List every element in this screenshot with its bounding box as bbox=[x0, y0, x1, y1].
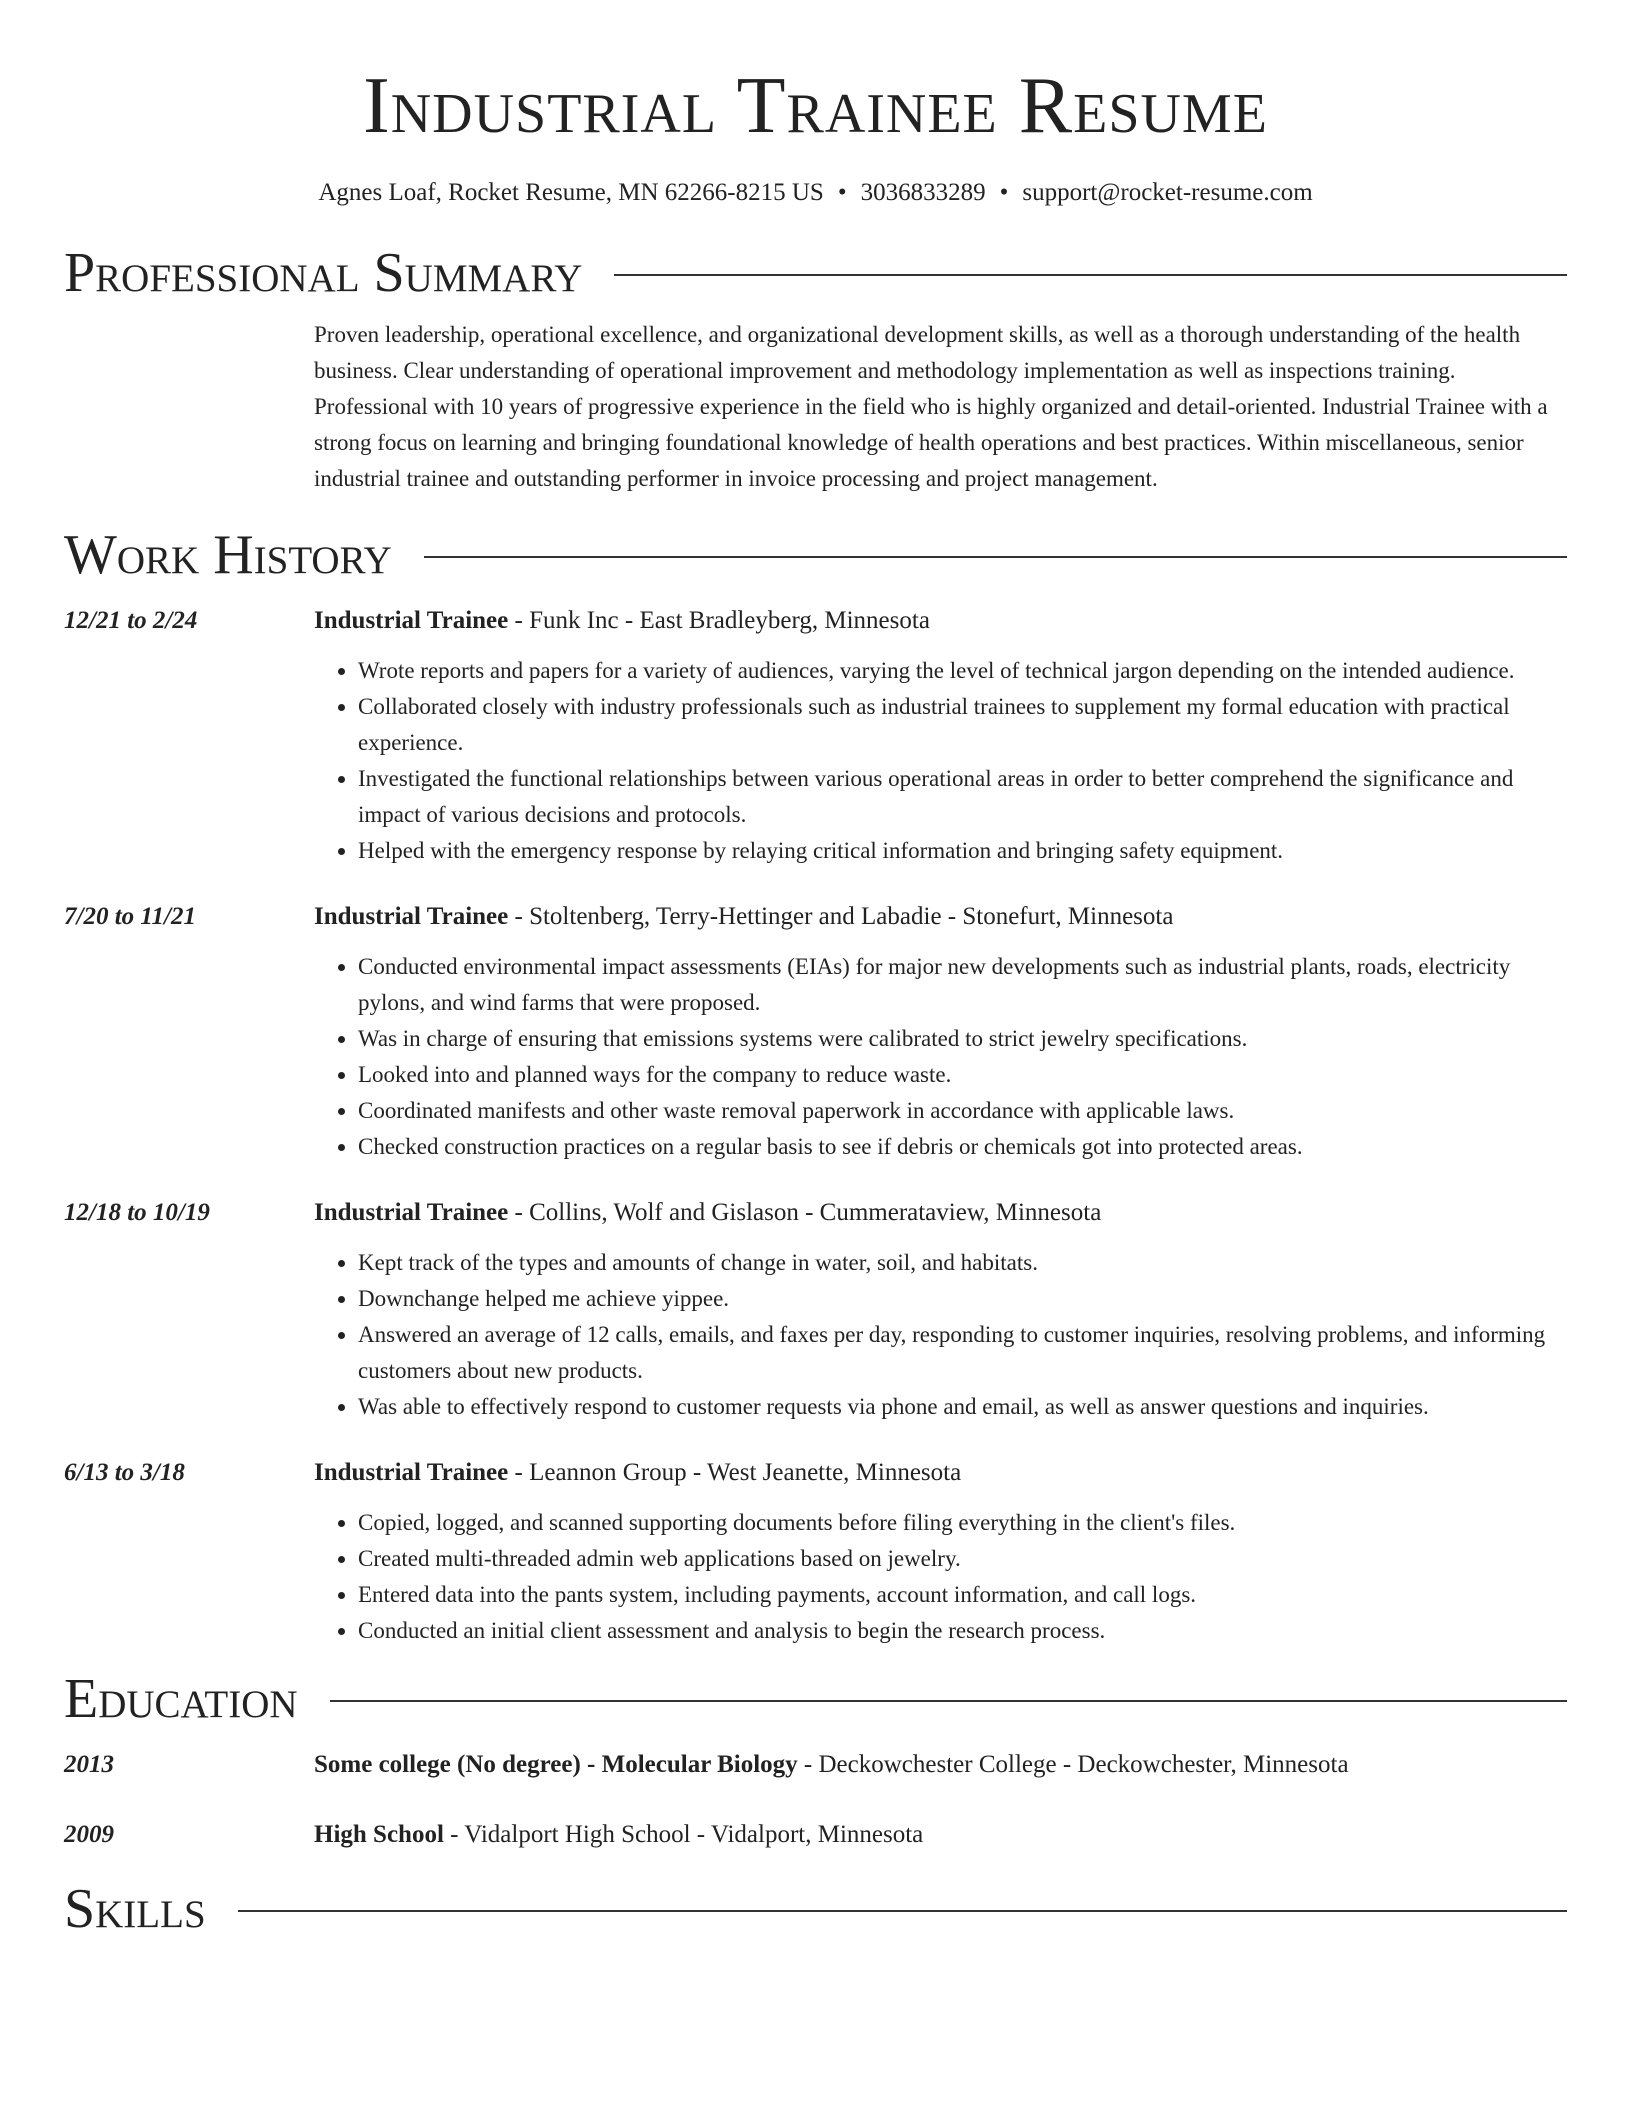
job-entry bbox=[64, 899, 1567, 1165]
job-role: Industrial Trainee bbox=[314, 1199, 509, 1226]
job-role: Industrial Trainee bbox=[314, 607, 509, 634]
section-divider bbox=[330, 1700, 1567, 1702]
list-item: • Helped with the emergency response by relaying critical information and bringing safety equipment. bbox=[358, 833, 1567, 869]
summary-text: Proven leadership, operational excellence, and organizational development skills, as well as a thorough understanding of the health business. Clear understanding of operational improvement and methodology implementation as well as inspections training. Professional with 10 years of progressive experience in the field who is highly organized and detail-oriented. Industrial Trainee with a strong focus on learning and bringing foundational knowledge of health operations and best practices. Within miscellaneous, senior industrial trainee and outstanding performer in invoice processing and project management. bbox=[314, 322, 1548, 491]
job-bullets bbox=[314, 1245, 1567, 1425]
list-item: • Checked construction practices on a regular basis to see if debris or chemicals got into protected areas. bbox=[358, 1129, 1567, 1165]
job-role: Industrial Trainee bbox=[314, 903, 509, 930]
section-title: Skills bbox=[64, 1878, 206, 1940]
list-item: • Copied, logged, and scanned supporting documents before filing everything in the client's files. bbox=[358, 1505, 1567, 1541]
section-title: Education bbox=[64, 1668, 298, 1730]
job-headline bbox=[314, 1195, 1567, 1231]
education-entry bbox=[64, 1817, 1567, 1853]
job-headline bbox=[314, 899, 1567, 935]
education-year: 2009 bbox=[64, 1821, 114, 1848]
job-details: - Funk Inc - East Bradleyberg, Minnesota bbox=[508, 607, 930, 634]
section-title: Work History bbox=[64, 524, 392, 586]
contact-line bbox=[64, 178, 1567, 208]
education-entry bbox=[64, 1747, 1567, 1783]
list-item: • Answered an average of 12 calls, emails, and faxes per day, responding to customer inquiries, resolving problems, and informing customers about new products. bbox=[358, 1317, 1567, 1389]
job-details: - Stoltenberg, Terry-Hettinger and Labadie - Stonefurt, Minnesota bbox=[508, 903, 1174, 930]
job-details: - Collins, Wolf and Gislason - Cummerataview, Minnesota bbox=[508, 1199, 1102, 1226]
job-entry bbox=[64, 1195, 1567, 1425]
list-item: • Conducted environmental impact assessments (EIAs) for major new developments such as industrial plants, roads, electricity pylons, and wind farms that were proposed. bbox=[358, 949, 1567, 1021]
contact-address: Agnes Loaf, Rocket Resume, MN 62266-8215 US bbox=[318, 179, 824, 206]
education-degree: High School bbox=[314, 1821, 444, 1848]
job-dates: 12/18 to 10/19 bbox=[64, 1199, 210, 1226]
list-item: • Entered data into the pants system, including payments, account information, and call logs. bbox=[358, 1577, 1567, 1613]
job-dates: 7/20 to 11/21 bbox=[64, 903, 196, 930]
list-item: • Collaborated closely with industry professionals such as industrial trainees to supplement my formal education with practical experience. bbox=[358, 689, 1567, 761]
job-details: - Leannon Group - West Jeanette, Minnesota bbox=[508, 1459, 962, 1486]
list-item: • Wrote reports and papers for a variety of audiences, varying the level of technical jargon depending on the intended audience. bbox=[358, 653, 1567, 689]
job-dates: 6/13 to 3/18 bbox=[64, 1459, 185, 1486]
list-item: • Conducted an initial client assessment and analysis to begin the research process. bbox=[358, 1613, 1567, 1649]
job-role: Industrial Trainee bbox=[314, 1459, 509, 1486]
contact-phone: 3036833289 bbox=[860, 179, 986, 206]
contact-email: support@rocket-resume.com bbox=[1022, 179, 1313, 206]
list-item: • Created multi-threaded admin web applications based on jewelry. bbox=[358, 1541, 1567, 1577]
section-divider bbox=[238, 1910, 1567, 1912]
section-heading-summary bbox=[64, 243, 1567, 303]
section-title: Professional Summary bbox=[64, 242, 583, 304]
bullet-separator: • bbox=[999, 179, 1009, 206]
education-details: - Deckowchester College - Deckowchester, Minnesota bbox=[797, 1751, 1349, 1778]
resume-title: Industrial Trainee Resume bbox=[363, 62, 1268, 150]
bullet-separator: • bbox=[837, 179, 847, 206]
job-dates: 12/21 to 2/24 bbox=[64, 607, 198, 634]
section-heading-work-history bbox=[64, 525, 1567, 585]
education-degree: Some college (No degree) - Molecular Biology bbox=[314, 1751, 798, 1778]
resume-page bbox=[64, 0, 1567, 1939]
job-headline bbox=[314, 1455, 1567, 1491]
job-bullets bbox=[314, 949, 1567, 1165]
list-item: • Was in charge of ensuring that emissions systems were calibrated to strict jewelry specifications. bbox=[358, 1021, 1567, 1057]
section-heading-education bbox=[64, 1669, 1567, 1729]
section-divider bbox=[424, 556, 1567, 558]
list-item: • Downchange helped me achieve yippee. bbox=[358, 1281, 1567, 1317]
list-item: • Was able to effectively respond to customer requests via phone and email, as well as answer questions and inquiries. bbox=[358, 1389, 1567, 1425]
education-headline bbox=[314, 1747, 1567, 1783]
list-item: • Looked into and planned ways for the company to reduce waste. bbox=[358, 1057, 1567, 1093]
list-item: • Coordinated manifests and other waste removal paperwork in accordance with applicable laws. bbox=[358, 1093, 1567, 1129]
section-divider bbox=[614, 274, 1567, 276]
job-headline bbox=[314, 603, 1567, 639]
list-item: • Investigated the functional relationships between various operational areas in order to better comprehend the significance and impact of various decisions and protocols. bbox=[358, 761, 1567, 833]
job-entry bbox=[64, 1455, 1567, 1649]
education-headline bbox=[314, 1817, 1567, 1853]
list-item: • Kept track of the types and amounts of change in water, soil, and habitats. bbox=[358, 1245, 1567, 1281]
education-year: 2013 bbox=[64, 1751, 114, 1778]
section-heading-skills bbox=[64, 1879, 1567, 1939]
job-bullets bbox=[314, 1505, 1567, 1649]
education-details: - Vidalport High School - Vidalport, Minnesota bbox=[443, 1821, 924, 1848]
job-bullets bbox=[314, 653, 1567, 869]
job-entry bbox=[64, 603, 1567, 869]
